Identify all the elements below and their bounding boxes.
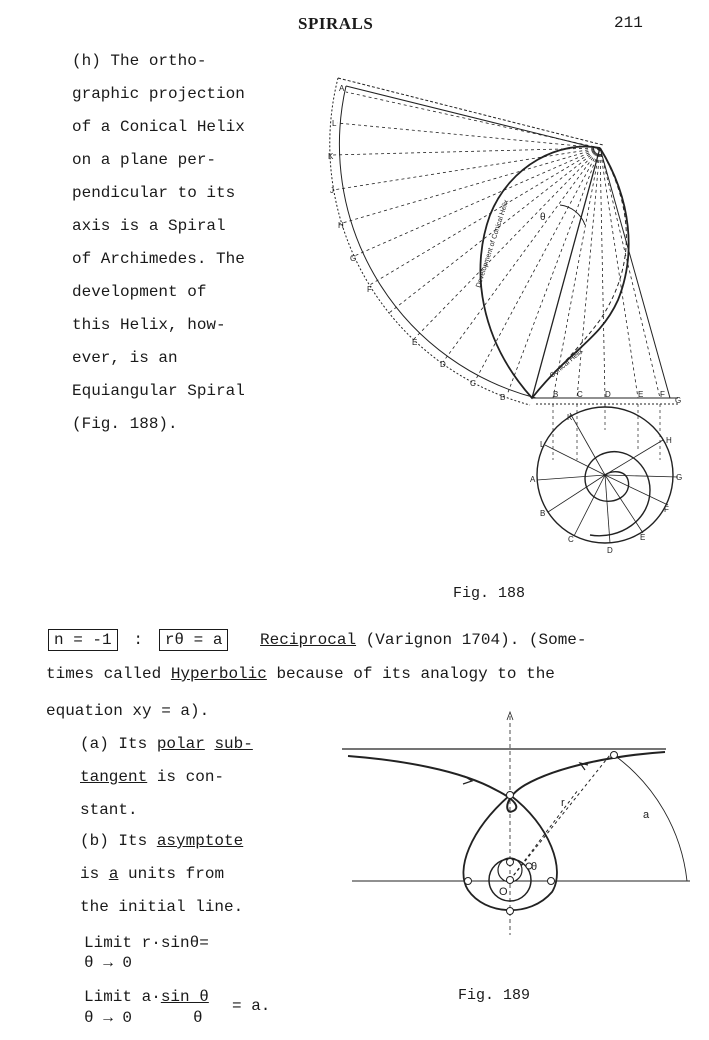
label-a: a (643, 809, 650, 821)
limit-2-den: θ (193, 1009, 203, 1027)
curve-name: Reciprocal (260, 631, 357, 649)
limit-2-sub: θ → 0 (84, 1009, 133, 1027)
fig-188-caption: Fig. 188 (453, 585, 526, 602)
base-label: B (553, 390, 559, 399)
exponent-box: n = -1 (48, 629, 118, 651)
text-line: of a Conical Helix (72, 118, 245, 136)
circle-label: F (664, 505, 669, 514)
text-line: (Fig. 188). (72, 415, 178, 433)
base-label: E (638, 390, 644, 399)
fan-label: A (339, 84, 345, 93)
fan-label: D (440, 360, 446, 369)
colon: : (133, 631, 144, 649)
circle-label: C (568, 535, 574, 544)
text-line: stant. (80, 801, 138, 819)
development-label: Development of Conical Helix (475, 199, 511, 289)
text-line: this Helix, how- (72, 316, 226, 334)
text-line: tangent is con- (80, 768, 225, 786)
limit-1-sub: θ → 0 (84, 954, 133, 972)
circle-label: A (530, 475, 536, 484)
limit-2-eq: = a. (232, 997, 271, 1015)
fan-label: J (330, 186, 334, 195)
arc-a (614, 755, 687, 881)
circle-label: L (540, 440, 545, 449)
fan-label: L (332, 119, 337, 128)
running-header: SPIRALS (298, 14, 374, 33)
text-line: graphic projection (72, 85, 245, 103)
helix-label: Conical Helix (548, 347, 585, 380)
theta-label: θ (540, 212, 546, 223)
fan-label: K (328, 152, 334, 161)
fan-label: H (338, 221, 344, 230)
limit-1: Limit r·sinθ= (84, 934, 209, 952)
fig-189-caption: Fig. 189 (458, 987, 531, 1004)
circle-label: K (567, 413, 573, 422)
circle-label: E (640, 533, 646, 542)
spiral-branch-left (348, 756, 516, 812)
hyperbolic-term: Hyperbolic (170, 665, 267, 683)
circle-label: D (607, 546, 613, 555)
label-origin: O (499, 886, 508, 898)
text-line: Equiangular Spiral (72, 382, 245, 400)
circle-label: G (676, 473, 683, 482)
text-line: the initial line. (80, 898, 244, 916)
label-r: r (561, 797, 565, 809)
fan-label: C (470, 379, 476, 388)
text-line: pendicular to its (72, 184, 236, 202)
text-line: ever, is an (72, 349, 178, 367)
text-line: equation xy = a). (46, 702, 210, 720)
text-line: (b) Its asymptote (80, 832, 244, 850)
text-line: on a plane per- (72, 151, 217, 169)
text-line: times called Hyperbolic because of its analogy to the (46, 665, 555, 683)
fan-label: E (412, 338, 418, 347)
label-theta: θ (531, 861, 538, 873)
text-line: (h) The ortho- (72, 52, 207, 70)
limit-2: Limit a·sin θ (84, 988, 209, 1006)
base-label: D (605, 390, 611, 399)
text-line: of Archimedes. The (72, 250, 245, 268)
spiral-branch-right (507, 752, 665, 812)
circle-label: H (666, 436, 672, 445)
base-label: C (577, 390, 583, 399)
circle-label: B (540, 509, 546, 518)
text-line: is a units from (80, 865, 225, 883)
base-label: G (675, 396, 682, 405)
page-number: 211 (614, 14, 643, 32)
fan-label: F (367, 285, 372, 294)
text-line: axis is a Spiral (72, 217, 226, 235)
base-label: F (660, 390, 665, 399)
fan-label: G (350, 254, 357, 263)
heading-rest: (Varignon 1704). (Some- (365, 631, 587, 649)
text-line: (a) Its polar sub- (80, 735, 253, 753)
fan-label: B (500, 393, 506, 402)
equation-box: rθ = a (159, 629, 229, 651)
text-line: development of (72, 283, 207, 301)
